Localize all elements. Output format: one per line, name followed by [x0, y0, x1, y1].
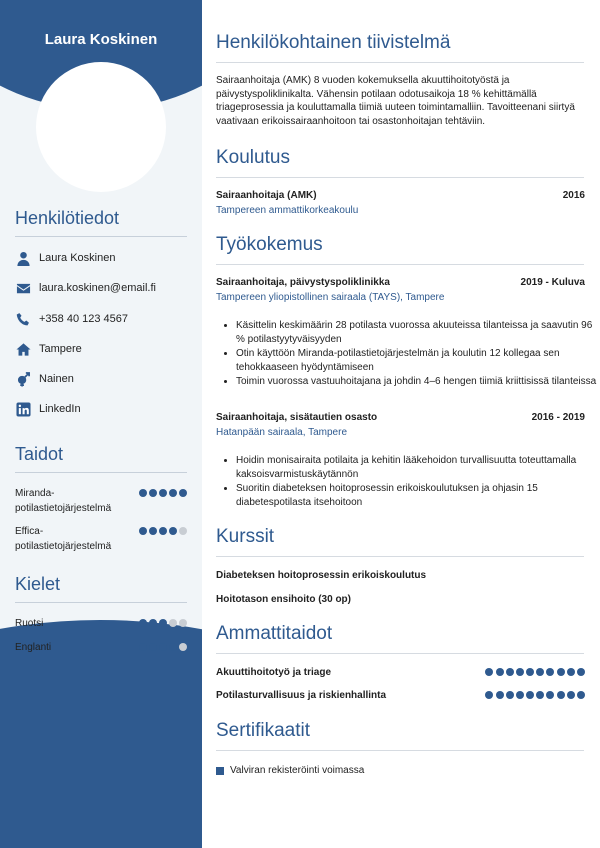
courses-heading: Kurssit — [216, 526, 584, 557]
personal-location-text: Tampere — [39, 343, 82, 355]
linkedin-icon — [15, 401, 31, 417]
square-bullet-icon — [216, 767, 224, 775]
envelope-icon — [15, 280, 31, 296]
job-bullet: • Suoritin diabeteksen hoitoprosessin erikoiskoulutuksen ja ohjasin 15 diabetespotilasta itsehoitoon — [236, 482, 600, 510]
skill-label: Miranda-potilastietojärjestelmä — [15, 488, 112, 514]
phone-icon — [15, 311, 31, 327]
gender-icon — [15, 371, 31, 387]
language-label: Ruotsi — [15, 618, 44, 629]
skill-rating — [137, 489, 187, 497]
personal-gender-item — [15, 370, 195, 388]
rating-dot-filled — [536, 668, 544, 676]
personal-linkedin-text[interactable]: LinkedIn — [39, 403, 81, 415]
job-employer: Hatanpään sairaala, Tampere — [216, 427, 348, 438]
rating-dot-empty — [179, 527, 187, 535]
personal-name-text: Laura Koskinen — [39, 252, 116, 264]
rating-dot-filled — [139, 619, 147, 627]
candidate-name: Laura Koskinen — [44, 31, 158, 48]
personal-gender-text: Nainen — [39, 373, 74, 385]
rating-dot-filled — [169, 527, 177, 535]
rating-dot-filled — [485, 668, 493, 676]
rating-dot-filled — [179, 489, 187, 497]
rating-dot-filled — [567, 691, 575, 699]
certificate-text: Valviran rekisteröinti voimassa — [230, 765, 365, 776]
skill-label: Effica-potilastietojärjestelmä — [15, 526, 112, 552]
education-heading: Koulutus — [216, 147, 584, 178]
rating-dot-filled — [159, 643, 167, 651]
rating-dot-filled — [546, 691, 554, 699]
rating-dot-filled — [506, 668, 514, 676]
rating-dot-filled — [149, 619, 157, 627]
rating-dot-filled — [169, 643, 177, 651]
personal-email-text[interactable]: laura.koskinen@email.fi — [39, 282, 156, 294]
rating-dot-filled — [149, 489, 157, 497]
rating-dot-filled — [506, 691, 514, 699]
language-label: Englanti — [15, 642, 52, 653]
rating-dot-filled — [496, 691, 504, 699]
person-icon — [15, 250, 31, 266]
job-bullet: • Otin käyttöön Miranda-potilastietojärjestelmän ja koulutin 12 kollegaa sen tehokkaaseen hyödyntämiseen — [236, 347, 600, 375]
skill-item — [15, 524, 187, 554]
certificates-heading: Sertifikaatit — [216, 720, 584, 751]
rating-dot-filled — [139, 527, 147, 535]
job-title: Sairaanhoitaja, päivystyspoliklinikka — [216, 277, 390, 288]
rating-dot-filled — [159, 527, 167, 535]
professional-skill-rating — [483, 691, 585, 699]
rating-dot-empty — [179, 619, 187, 627]
professional-skill-label: Potilasturvallisuus ja riskienhallinta — [216, 690, 387, 701]
rating-dot-filled — [557, 668, 565, 676]
rating-dot-filled — [159, 489, 167, 497]
profile-photo — [36, 62, 166, 192]
job-row — [216, 277, 585, 288]
rating-dot-filled — [546, 668, 554, 676]
education-row — [216, 190, 585, 201]
rating-dot-filled — [149, 527, 157, 535]
education-year: 2016 — [562, 190, 585, 201]
rating-dot-filled — [139, 643, 147, 651]
job-title: Sairaanhoitaja, sisätautien osasto — [216, 412, 378, 423]
rating-dot-filled — [526, 668, 534, 676]
rating-dot-filled — [149, 643, 157, 651]
course-item: Diabeteksen hoitoprosessin erikoiskoulutus — [216, 570, 427, 581]
professional-skill-rating — [483, 668, 585, 676]
education-degree: Sairaanhoitaja (AMK) — [216, 190, 317, 201]
job-period: 2016 - 2019 — [531, 412, 585, 423]
personal-phone-text[interactable]: +358 40 123 4567 — [39, 313, 129, 325]
rating-dot-filled — [567, 668, 575, 676]
language-rating — [137, 643, 187, 651]
sidebar — [0, 0, 202, 848]
professional-skill-label: Akuuttihoitotyö ja triage — [216, 667, 331, 678]
language-item — [15, 640, 187, 655]
personal-info-heading: Henkilötiedot — [15, 208, 187, 237]
job-employer: Tampereen yliopistollinen sairaala (TAYS), Tampere — [216, 292, 445, 303]
rating-dot-filled — [485, 691, 493, 699]
rating-dot-filled — [516, 668, 524, 676]
rating-dot-empty — [169, 619, 177, 627]
job-row — [216, 412, 585, 423]
rating-dot-filled — [526, 691, 534, 699]
job-bullet: • Käsittelin keskimäärin 28 potilasta vuorossa akuuteissa tilanteissa ja saavutin 96 % potilastyytyväisyyden — [236, 319, 600, 347]
summary-text: Sairaanhoitaja (AMK) 8 vuoden kokemuksella akuuttihoitotyöstä ja päivystyspoliklinikalta. Vähensin potilaan odotusaikoja 18 % kehittämällä triageprosessia ja kouluttamalla tiimiä uuteen toimintamalliin. Tavoitteenani siirtyä vaativaan erikoissairaanhoitoon tai osastonhoitajan tehtäviin. — [216, 75, 575, 127]
experience-heading: Työkokemus — [216, 234, 584, 265]
rating-dot-filled — [169, 489, 177, 497]
rating-dot-filled — [496, 668, 504, 676]
rating-dot-filled — [577, 691, 585, 699]
personal-email-item[interactable] — [15, 279, 195, 297]
rating-dot-filled — [536, 691, 544, 699]
languages-heading: Kielet — [15, 574, 187, 603]
home-icon — [15, 341, 31, 357]
personal-name-item — [15, 249, 195, 267]
education-school: Tampereen ammattikorkeakoulu — [216, 205, 359, 216]
rating-dot-filled — [139, 489, 147, 497]
rating-dot-filled — [557, 691, 565, 699]
personal-location-item — [15, 340, 195, 358]
course-item: Hoitotason ensihoito (30 op) — [216, 594, 351, 605]
rating-dot-filled — [159, 619, 167, 627]
job-bullets — [218, 454, 600, 510]
summary-heading: Henkilökohtainen tiivistelmä — [216, 32, 584, 63]
job-period: 2019 - Kuluva — [520, 277, 585, 288]
job-bullet: • Hoidin monisairaita potilaita ja kehitin lääkehoidon turvallisuutta toteuttamalla kaksoisvarmistuskäytännön — [236, 454, 600, 482]
certificate-item — [216, 765, 364, 776]
skill-item — [15, 486, 187, 516]
language-item — [15, 616, 187, 631]
rating-dot-empty — [179, 643, 187, 651]
job-bullet: • Toimin vuorossa vastuuhoitajana ja johdin 4–6 hengen tiimiä kriittisissä tilanteissa — [236, 375, 600, 389]
language-rating — [137, 619, 187, 627]
skills-heading: Taidot — [15, 444, 187, 473]
skill-rating — [137, 527, 187, 535]
personal-phone-item[interactable] — [15, 310, 195, 328]
personal-linkedin-item[interactable] — [15, 400, 195, 418]
professional-skills-heading: Ammattitaidot — [216, 623, 584, 654]
rating-dot-filled — [516, 691, 524, 699]
job-bullets — [218, 319, 600, 389]
rating-dot-filled — [577, 668, 585, 676]
